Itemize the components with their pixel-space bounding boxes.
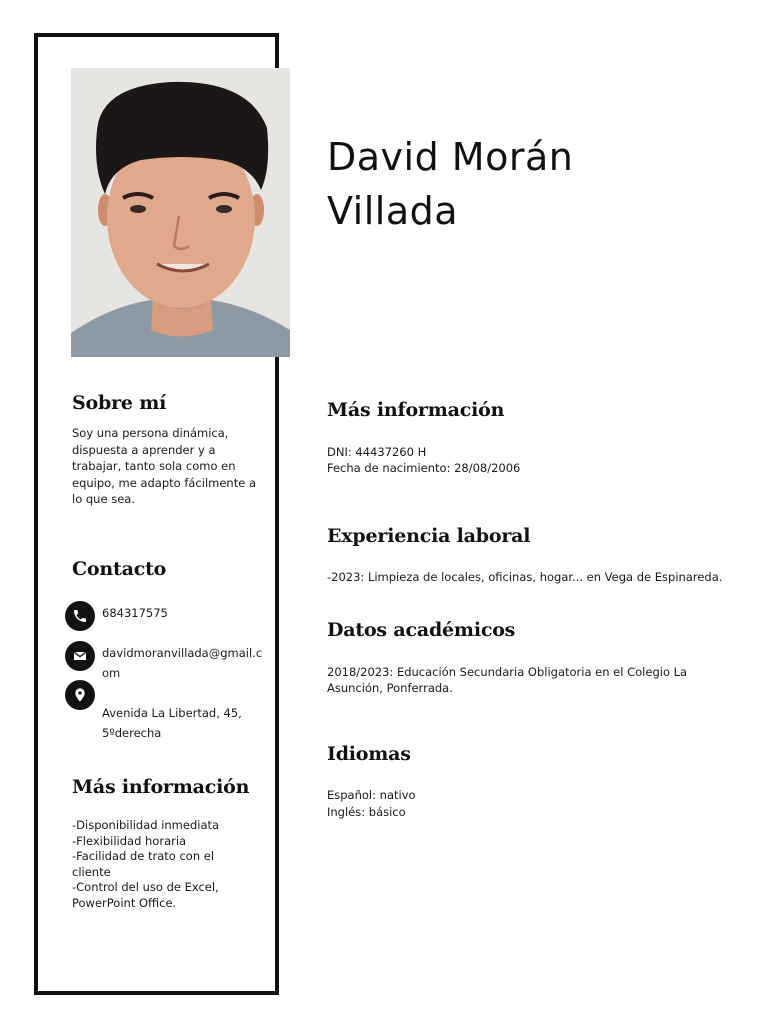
experience-text: -2023: Limpieza de locales, oficinas, hogar... en Vega de Espinareda. [327,570,723,584]
list-item: Inglés: básico [327,805,406,819]
location-pin-icon [65,680,95,710]
address [102,703,267,743]
contact-heading: Contacto [72,558,167,580]
academic-text: 2018/2023: Educación Secundaria Obligatoria en el Colegio La Asunción, Ponferrada. [327,665,688,695]
birth-date-text: Fecha de nacimiento: 28/08/2006 [327,461,521,475]
main-more-info-heading: Más información [327,399,505,421]
candidate-name [327,130,747,238]
name-line-1: David Morán [327,135,574,179]
address-line-2: 5ºderecha [102,726,162,740]
list-item: -Facilidad de trato con el cliente [72,849,215,879]
profile-photo [71,68,290,357]
dni-text: DNI: 44437260 H [327,445,427,459]
list-item: -Control del uso de Excel, PowerPoint Office. [72,880,219,910]
experience-heading: Experiencia laboral [327,525,531,547]
academic-heading: Datos académicos [327,619,516,641]
sidebar-more-info-heading: Más información [72,776,250,798]
personal-info [327,444,727,476]
about-heading: Sobre mí [72,392,167,414]
address-line-1: Avenida La Libertad, 45, [102,706,242,720]
languages-heading: Idiomas [327,743,411,765]
phone-number: 684317575 [102,606,168,620]
list-item: -Disponibilidad inmediata [72,818,220,832]
list-item: Español: nativo [327,788,416,802]
languages-list [327,787,627,821]
about-text: Soy una persona dinámica, dispuesta a aprender y a trabajar, tanto sola como en equipo, me adapto fácilmente a lo que sea. [72,426,256,506]
phone-icon [65,601,95,631]
email-address: davidmoranvillada@gmail.com [102,646,263,680]
name-line-2: Villada [327,189,459,233]
list-item: -Flexibilidad horaria [72,833,187,848]
email-icon [65,641,95,671]
sidebar-more-info-list [72,818,237,911]
